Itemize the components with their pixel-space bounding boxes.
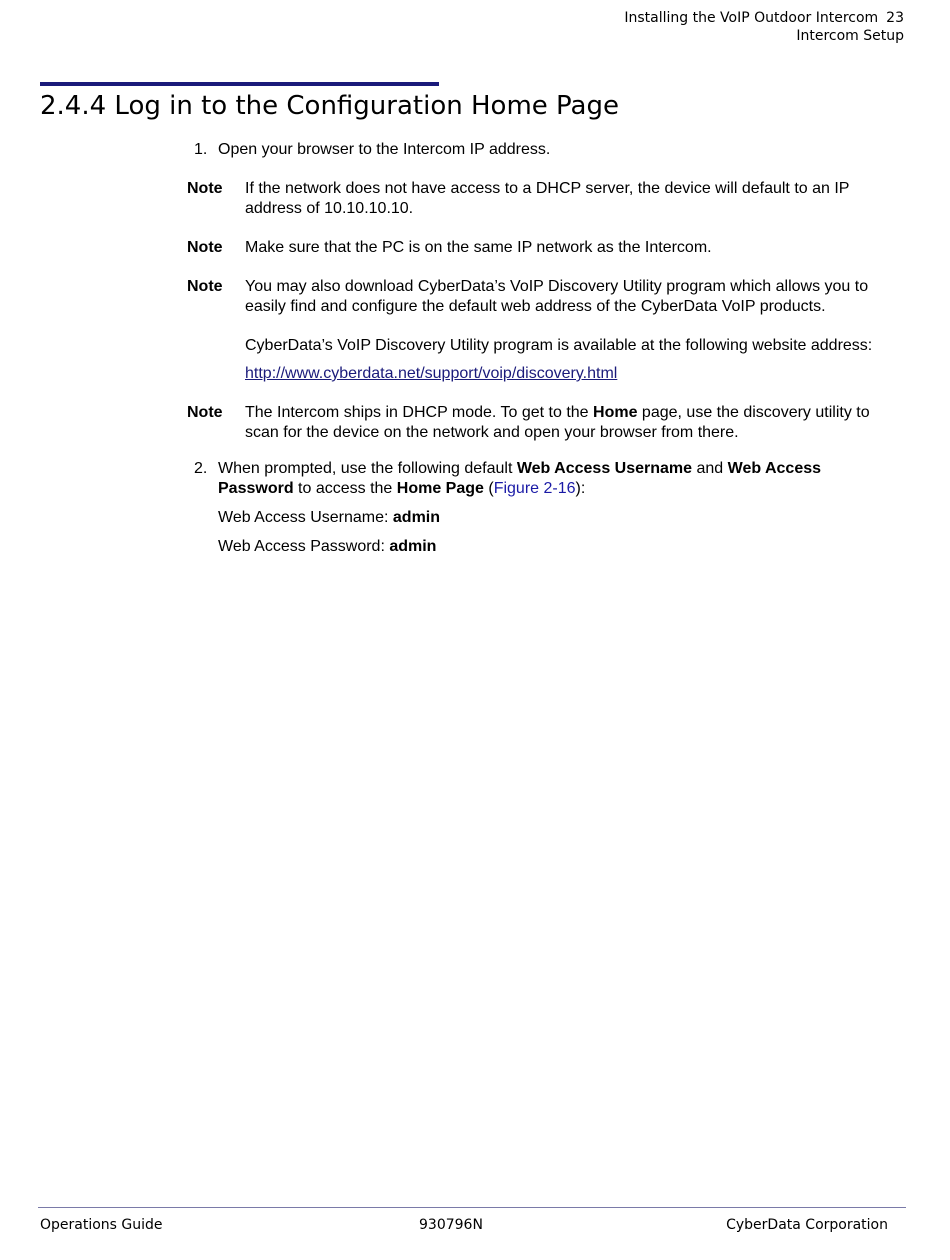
password-value: admin [389,538,437,555]
step-text-part: ( [483,480,494,497]
step-text: Open your browser to the Intercom IP address. [218,141,551,158]
note-label: Note [187,180,223,197]
figure-cross-reference-link[interactable]: Figure 2-16 [493,480,576,497]
username-value: admin [392,509,441,526]
note-label: Note [187,239,223,256]
note-text-website: CyberData’s VoIP Discovery Utility program is available at the following website address: [245,337,873,354]
step-2 [187,459,887,557]
main-content [187,140,887,557]
note-dhcp-default [187,179,887,219]
note-text [245,403,887,443]
note-text-bold-home: Home [593,404,638,421]
page-footer [40,1215,888,1235]
header-section-title: Intercom Setup [796,28,904,44]
note-label: Note [187,278,223,295]
step-1 [187,140,887,160]
step-text-bold: Web Access Password [218,460,822,497]
footer-document-number: 930796N [419,1217,483,1233]
note-text: Make sure that the PC is on the same IP network as the Intercom. [245,239,712,256]
note-label: Note [187,404,223,421]
footer-document-name: Operations Guide [40,1217,163,1233]
step-number: 1. [194,141,208,158]
note-text-part: page, use the discovery utility to scan for the device on the network and open your browser from there. [245,404,870,441]
header-chapter-title: Installing the VoIP Outdoor Intercom [624,10,879,26]
username-label: Web Access Username: [218,509,393,526]
header-chapter-line [404,9,904,27]
footer-rule [38,1207,906,1208]
step-text [218,459,887,499]
page-number: 23 [886,10,904,26]
password-label: Web Access Password: [218,538,390,555]
running-header [404,9,904,45]
discovery-utility-link[interactable]: http://www.cyberdata.net/support/voip/discovery.html [245,365,618,382]
step-text-part: ): [575,480,586,497]
note-text-part: The Intercom ships in DHCP mode. To get to the [245,404,594,421]
step-text-part: to access the [293,480,397,497]
note-dhcp-mode [187,403,887,443]
default-username-line [218,508,887,528]
step-text-bold: Home Page [396,480,484,497]
section-title: 2.4.4 Log in to the Configuration Home Page [40,91,619,121]
note-text: You may also download CyberData’s VoIP Discovery Utility program which allows you to easily find and configure the default web address of the CyberData VoIP products. [245,278,869,315]
note-same-network [187,238,887,258]
section-heading-rule [40,82,439,86]
step-text-bold: Web Access Username [516,460,693,477]
step-text-part: and [692,460,728,477]
footer-company-name: CyberData Corporation [726,1217,888,1233]
step-number: 2. [194,460,208,477]
step-text-part: When prompted, use the following default [218,460,517,477]
default-password-line [218,537,887,557]
note-discovery-utility [187,277,887,384]
note-text: If the network does not have access to a DHCP server, the device will default to an IP address of 10.10.10.10. [245,180,850,217]
discovery-utility-link-line [245,364,887,384]
